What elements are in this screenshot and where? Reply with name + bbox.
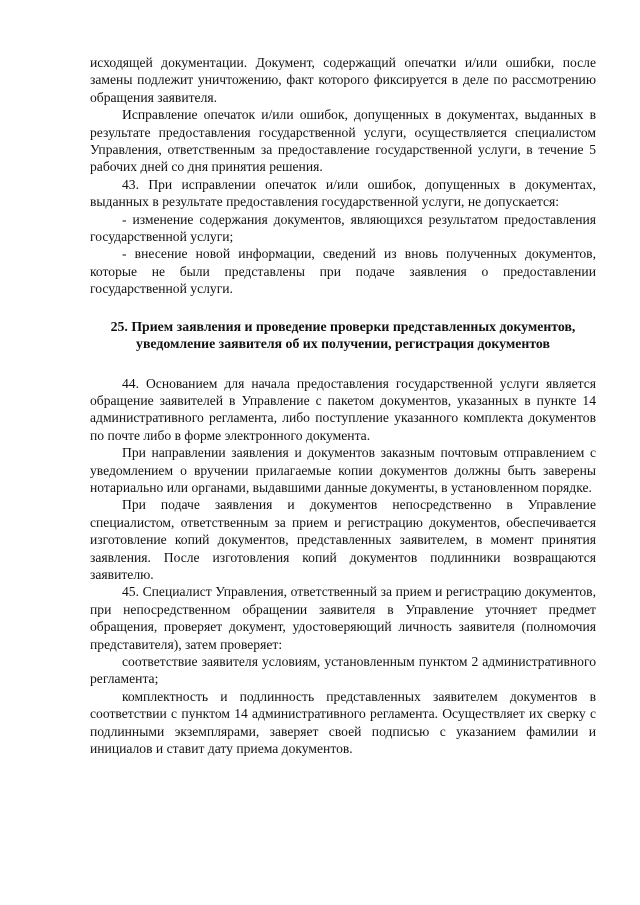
paragraph-bottom-1: 44. Основанием для начала предоставления государственной услуги является обращение заявителей в Управление с пакетом документов, указанных в пункте 14 административного регламента, либо поступление указанного комплекта документов по почте либо в форме электронного документа. (90, 375, 596, 443)
paragraph-top-4: - изменение содержания документов, являющихся результатом предоставления государственной услуги; (90, 211, 596, 245)
paragraph-bottom-5: соответствие заявителя условиям, установленным пунктом 2 административного регламента; (90, 654, 596, 687)
document-page (90, 54, 596, 757)
paragraph-top-3: 43. При исправлении опечаток и/или ошибок, допущенных в документах, выданных в результате предоставления государственной услуги, не допускается: (90, 176, 596, 210)
paragraph-top-1: исходящей документации. Документ, содержащий опечатки и/или ошибки, после замены подлежит уничтожению, факт которого фиксируется в деле по рассмотрению обращения заявителя. (90, 55, 596, 105)
paragraph-top-5: - внесение новой информации, сведений из вновь полученных документов, которые не были представлены при подаче заявления о предоставлении государственной услуги. (90, 246, 596, 297)
paragraph-bottom-3: При подаче заявления и документов непосредственно в Управление специалистом, ответственным за прием и регистрацию документов, обеспечивается изготовление копий документов, представленных заявителем, в момент принятия заявления. После изготовления копий документов подлинники возвращаются заявителю. (90, 497, 596, 582)
paragraph-bottom-4: 45. Специалист Управления, ответственный за прием и регистрацию документов, при непосредственном обращении заявителя в Управление уточняет предмет обращения, проверяет документ, удостоверяющий личность заявителя (полномочия представителя), затем проверяет: (90, 584, 596, 652)
section-heading: 25. Прием заявления и проведение проверки представленных документов, уведомление заявителя об их получении, регистрация документов (110, 318, 576, 352)
paragraph-top-2: Исправление опечаток и/или ошибок, допущенных в документах, выданных в результате предоставления государственной услуги, осуществляется специалистом Управления, ответственным за предоставление государственной услуги, в течение 5 рабочих дней со дня принятия решения. (90, 107, 596, 175)
paragraph-bottom-2: При направлении заявления и документов заказным почтовым отправлением с уведомлением о вручении прилагаемые копии документов должны быть заверены нотариально или органами, выдавшими данные документы, в установленном порядке. (90, 445, 596, 495)
paragraph-bottom-6: комплектность и подлинность представленных заявителем документов в соответствии с пунктом 14 административного регламента. Осуществляет их сверку с подлинными экземплярами, заверяет своей подписью с указанием фамилии и инициалов и ставит дату приема документов. (90, 688, 596, 757)
